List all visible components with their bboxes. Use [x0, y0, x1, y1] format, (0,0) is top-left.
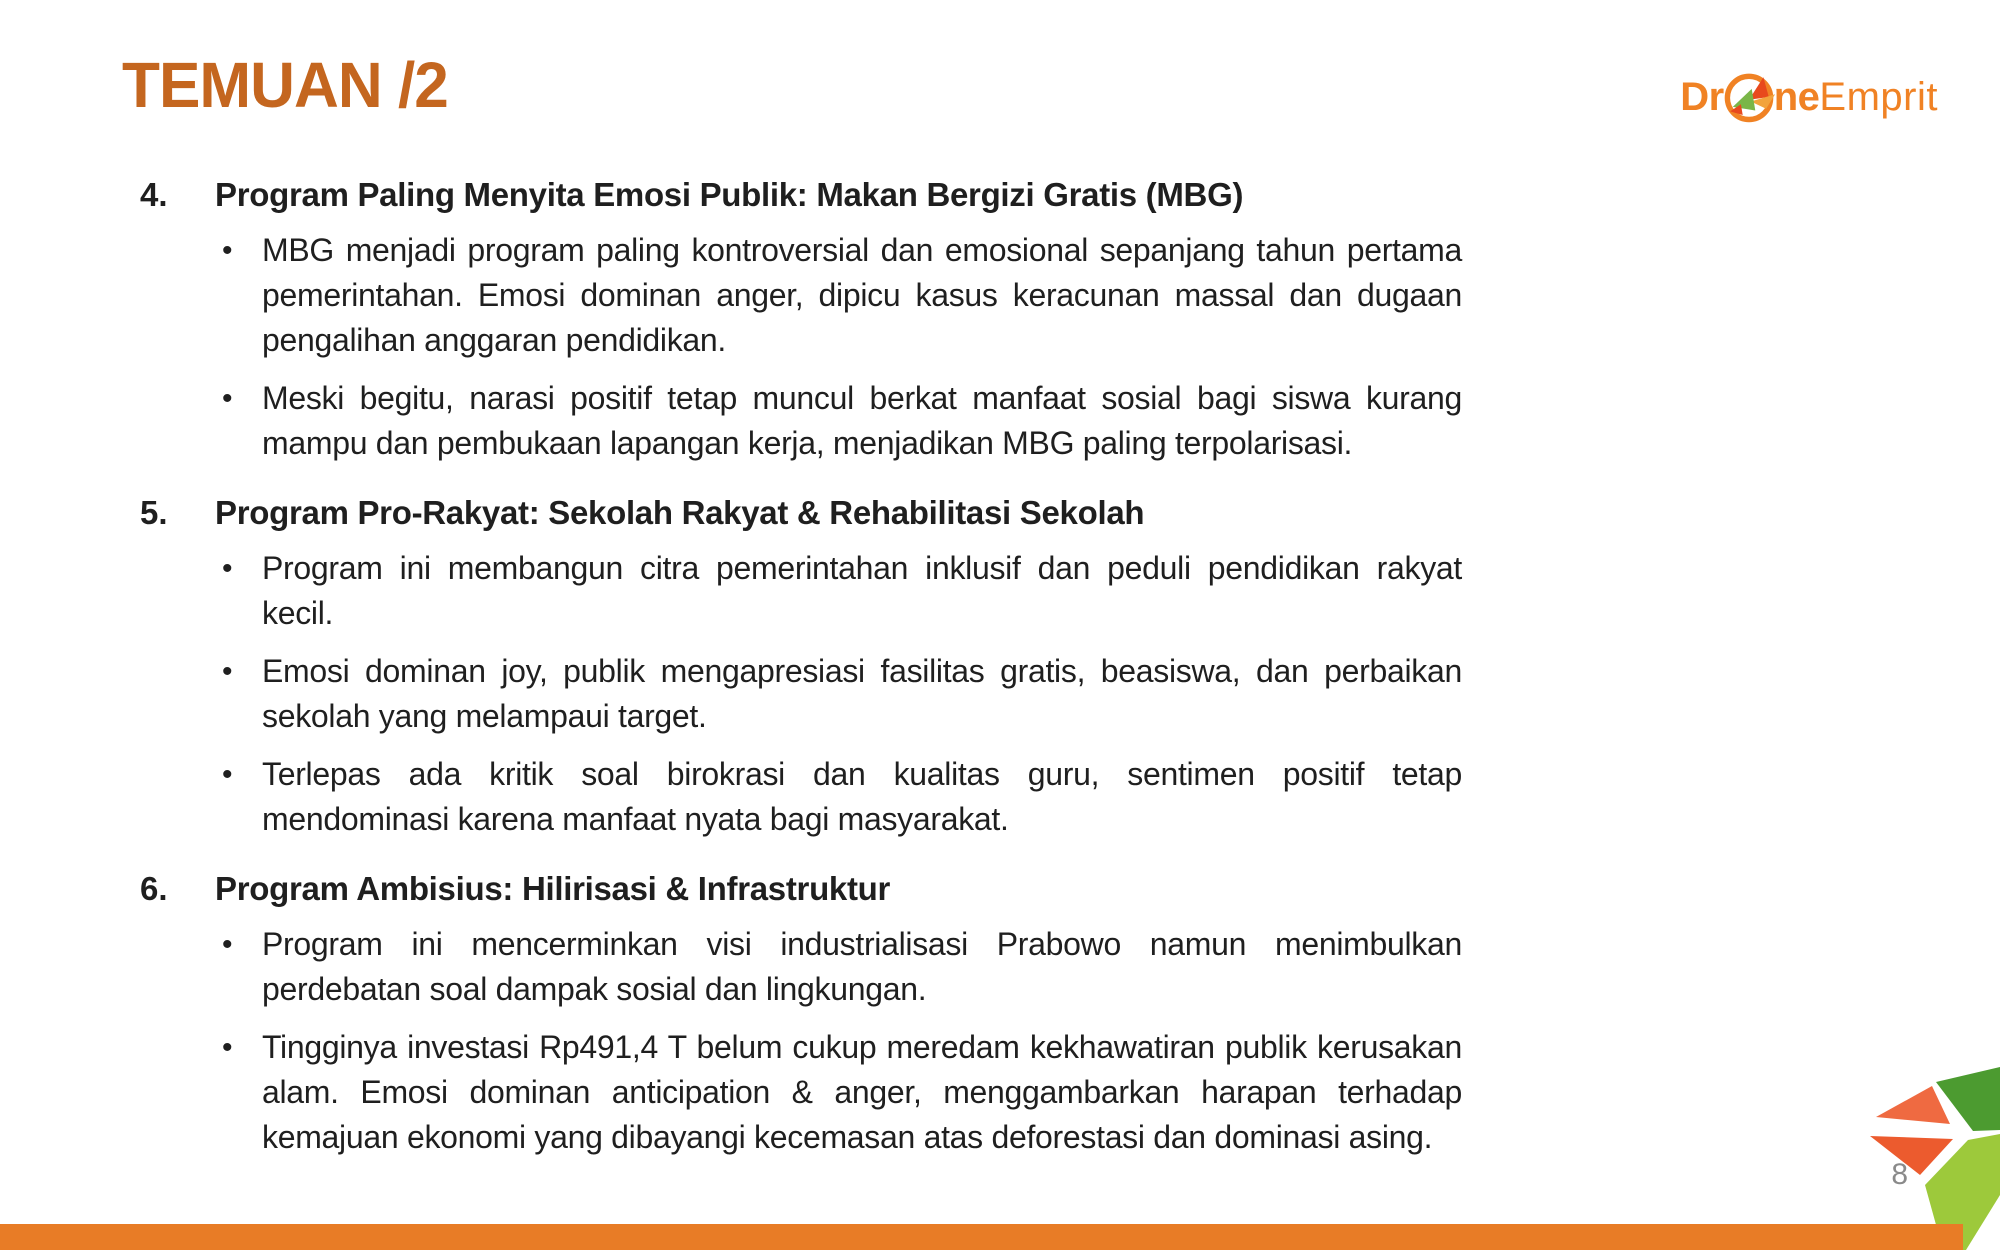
droneemprit-logo: [1680, 70, 1938, 124]
item-body: [215, 866, 1462, 1160]
bullet-item: [215, 546, 1462, 636]
bullet-marker-icon: •: [222, 552, 233, 585]
page-number: 8: [1891, 1158, 1908, 1191]
bullet-marker-icon: •: [222, 234, 233, 267]
item-number: 4.: [140, 176, 168, 213]
bullet-text: Program ini mencerminkan visi industrialisasi Prabowo namun menimbulkan perdebatan soal dampak sosial dan lingkungan.: [262, 926, 1462, 1007]
finding-item: [140, 172, 1462, 466]
bullet-marker-icon: •: [222, 928, 233, 961]
bullet-text: MBG menjadi program paling kontroversial dan emosional sepanjang tahun pertama pemerintahan. Emosi dominan anger, dipicu kasus keracunan massal dan dugaan pengalihan anggaran pendidikan.: [262, 232, 1462, 358]
item-bullets: [215, 922, 1462, 1160]
bullet-item: [215, 376, 1462, 466]
bullet-text: Emosi dominan joy, publik mengapresiasi fasilitas gratis, beasiswa, dan perbaikan sekolah yang melampaui target.: [262, 653, 1462, 734]
item-heading: Program Ambisius: Hilirisasi & Infrastruktur: [215, 870, 891, 907]
corner-orange-upper-triangle: [1876, 1086, 1950, 1124]
slide-title: TEMUAN /2: [122, 49, 448, 121]
bullet-marker-icon: •: [222, 382, 233, 415]
item-bullets: [215, 228, 1462, 466]
bullet-text: Program ini membangun citra pemerintahan inklusif dan peduli pendidikan rakyat kecil.: [262, 550, 1462, 631]
item-heading: Program Pro-Rakyat: Sekolah Rakyat & Rehabilitasi Sekolah: [215, 494, 1145, 531]
bullet-item: [215, 1025, 1462, 1160]
finding-item: [140, 490, 1462, 842]
item-heading: Program Paling Menyita Emosi Publik: Makan Bergizi Gratis (MBG): [215, 176, 1244, 213]
item-number: 6.: [140, 870, 168, 907]
findings-list: [140, 172, 1462, 1160]
bullet-item: [215, 228, 1462, 363]
bullet-item: [215, 649, 1462, 739]
bullet-text: Tingginya investasi Rp491,4 T belum cukup meredam kekhawatiran publik kerusakan alam. Emosi dominan anticipation & anger, menggambarkan harapan terhadap kemajuan ekonomi yang dibayangi kecemasan atas deforestasi dan dominasi asing.: [262, 1029, 1462, 1155]
corner-decoration: [1870, 1060, 2000, 1250]
bullet-text: Meski begitu, narasi positif tetap muncul berkat manfaat sosial bagi siswa kurang mampu dan pembukaan lapangan kerja, menjadikan MBG paling terpolarisasi.: [262, 380, 1462, 461]
item-body: [215, 490, 1462, 842]
logo-text-dr: Dr: [1680, 75, 1724, 119]
bottom-bar: [0, 1224, 1963, 1250]
bullet-marker-icon: •: [222, 1031, 233, 1064]
logo-text-emprit: Emprit: [1819, 75, 1938, 119]
logo-text-ne: ne: [1773, 75, 1820, 119]
bullet-text: Terlepas ada kritik soal birokrasi dan kualitas guru, sentimen positif tetap mendominasi karena manfaat nyata bagi masyarakat.: [262, 756, 1462, 837]
item-body: [215, 172, 1462, 466]
item-bullets: [215, 546, 1462, 842]
bullet-marker-icon: •: [222, 655, 233, 688]
bullet-item: [215, 752, 1462, 842]
bullet-item: [215, 922, 1462, 1012]
finding-item: [140, 866, 1462, 1160]
bullet-marker-icon: •: [222, 758, 233, 791]
item-number: 5.: [140, 494, 168, 531]
droneemprit-bird-icon: [1722, 70, 1776, 124]
